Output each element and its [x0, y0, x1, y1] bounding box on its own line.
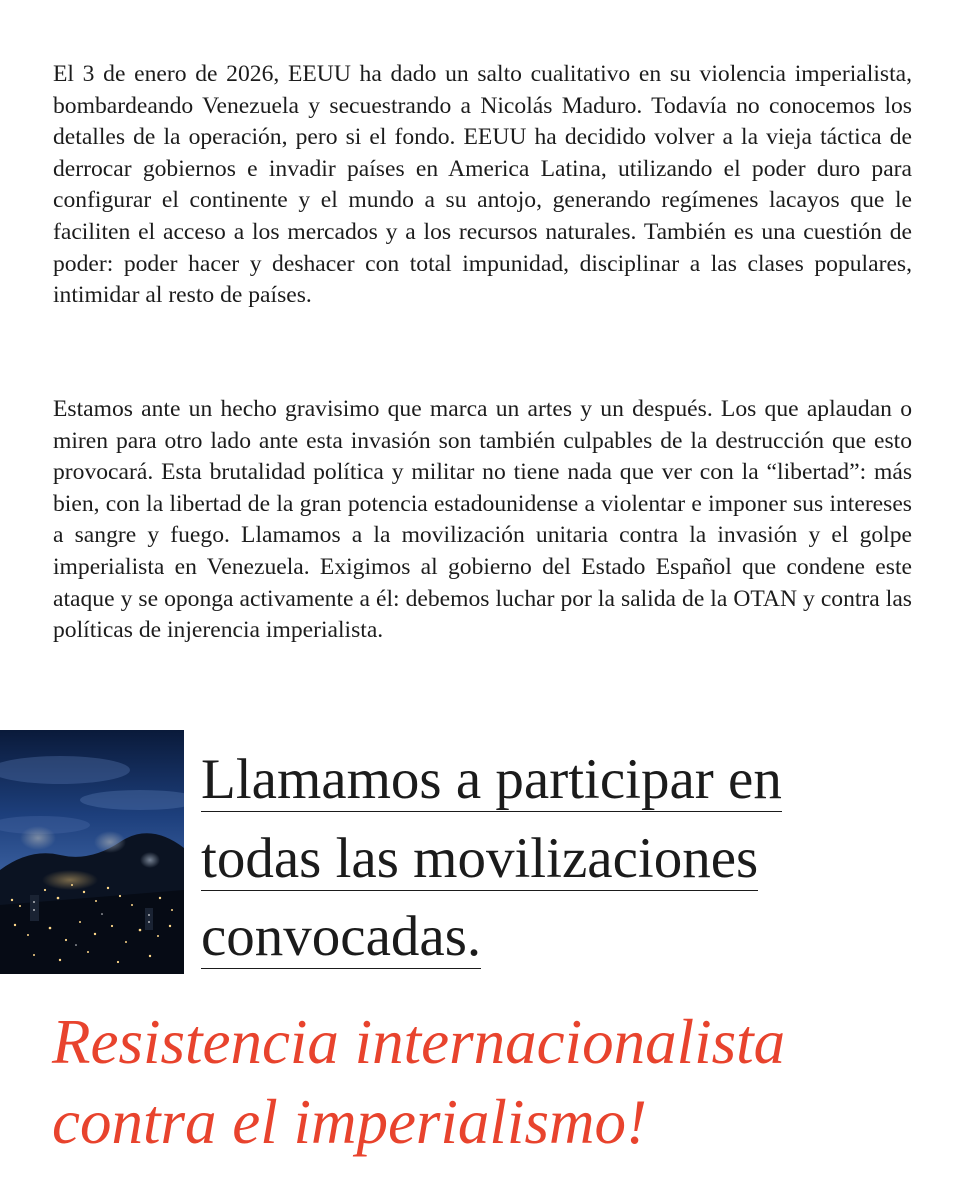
- closing-slogan-line-2: contra el imperialismo!: [52, 1087, 647, 1157]
- paragraph-condemnation: Estamos ante un hecho gravisimo que marca un artes y un después. Los que aplaudan o miren para otro lado ante esta invasión son también culpables de la destrucción que esto provocará. Esta brutalidad política y militar no tiene nada que ver con la “libertad”: más bien, con la libertad de la gran potencia estadounidense a violentar e imponer sus intereses a sangre y fuego. Llamamos a la movilización unitaria contra la invasión y el golpe imperialista en Venezuela. Exigimos al gobierno del Estado Español que condene este ataque y se oponga activamente a él: debemos luchar por la salida de la OTAN y contra las políticas de injerencia imperialista.: [53, 396, 912, 644]
- night-city-photo: [0, 730, 184, 974]
- closing-slogan: [52, 1002, 932, 1162]
- call-to-action: [201, 744, 921, 980]
- paragraph-intro: El 3 de enero de 2026, EEUU ha dado un salto cualitativo en su violencia imperialista, bombardeando Venezuela y secuestrando a Nicolás Maduro. Todavía no conocemos los detalles de la operación, pero si el fondo. EEUU ha decidido volver a la vieja táctica de derrocar gobiernos e invadir países en America Latina, utilizando el poder duro para configurar el continente y el mundo a su antojo, generando regímenes lacayos que le faciliten el acceso a los mercados y a los recursos naturales. También es una cuestión de poder: poder hacer y deshacer con total impunidad, disciplinar a las clases populares, intimidar al resto de países.: [53, 61, 912, 309]
- closing-slogan-line-1: Resistencia internacionalista: [52, 1007, 786, 1077]
- call-to-action-line-3: convocadas.: [201, 905, 482, 968]
- call-to-action-line-1: Llamamos a participar en: [201, 748, 782, 811]
- call-to-action-line-2: todas las movilizaciones: [201, 826, 759, 890]
